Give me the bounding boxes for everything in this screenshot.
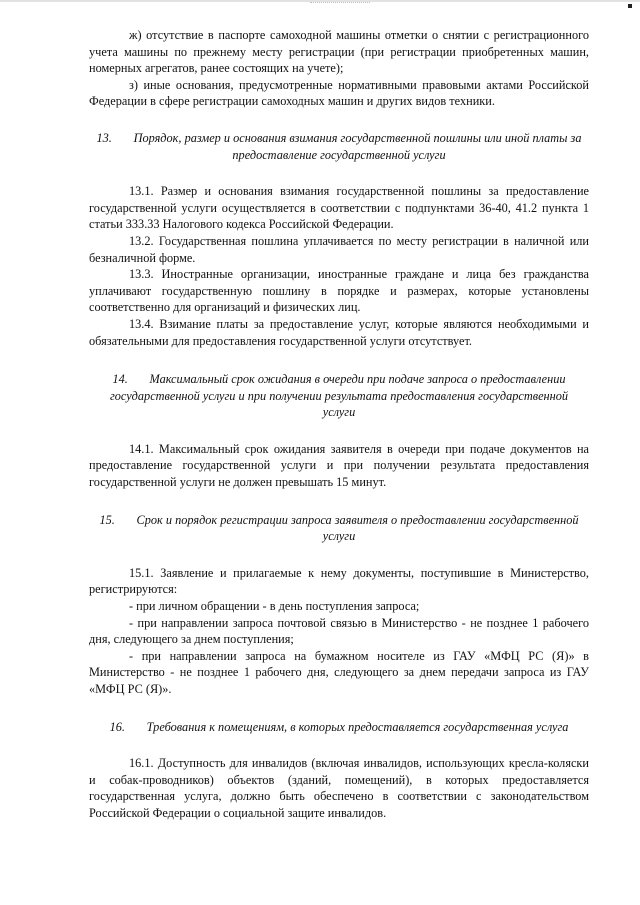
paragraph-16-1: 16.1. Доступность для инвалидов (включая инвалидов, использующих кресла-коляски и собак-проводников) объектов (зданий, помещений), в которых предоставляется государственная услуга, должно быть обеспечено в соответствии с законодательством Российской Федерации о социальной защите инвалидов. <box>89 756 589 820</box>
section-16-title: Требования к помещениям, в которых предоставляется государственная услуга <box>146 719 569 734</box>
section-13-heading <box>89 130 589 163</box>
section-16-heading <box>89 719 589 736</box>
section-15-body <box>89 565 589 698</box>
section-15-heading <box>89 512 589 545</box>
document-body <box>89 27 589 822</box>
section-15-number: 15. <box>99 512 115 527</box>
section-16-body <box>89 755 589 821</box>
scan-corner-mark <box>628 4 632 8</box>
section-13-title: Порядок, размер и основания взимания государственной пошлины или иной платы за предоставление государственной услуги <box>133 130 582 162</box>
section-14-number: 14. <box>112 372 128 387</box>
scan-artifact <box>310 2 370 3</box>
list-item-15-c: - при направлении запроса на бумажном носителе из ГАУ «МФЦ РС (Я)» в Министерство - не позднее 1 рабочего дня, следующего за днем передачи запроса из ГАУ «МФЦ РС (Я)». <box>89 648 589 696</box>
list-item-15-a: - при личном обращении - в день поступления запроса; <box>129 599 420 614</box>
section-16-number: 16. <box>109 719 125 734</box>
paragraph-zh: ж) отсутствие в паспорте самоходной машины отметки о снятии с регистрационного учета машины по прежнему месту регистрации (при регистрации приобретенных машин, номерных агрегатов, ранее состоящих на учете); <box>89 28 589 76</box>
section-14-body <box>89 441 589 491</box>
paragraph-14-1: 14.1. Максимальный срок ожидания заявителя в очереди при подаче документов на предоставление государственной услуги и при получении результата предоставления государственной услуги не должен превышать 15 минут. <box>89 441 589 490</box>
paragraph-13-3: 13.3. Иностранные организации, иностранные граждане и лица без гражданства уплачивают государственную пошлину в порядке и размерах, которые установлены соответственно для организаций и физических лиц. <box>89 267 589 315</box>
paragraph-13-2: 13.2. Государственная пошлина уплачивается по месту регистрации в наличной или безналичной форме. <box>89 233 589 265</box>
section-14-heading <box>89 371 589 421</box>
section-13-body <box>89 183 589 349</box>
paragraph-13-1: 13.1. Размер и основания взимания государственной пошлины за предоставление государственной услуги осуществляется в соответствии с подпунктами 36-40, 41.2 пункта 1 статьи 333.33 Налогового кодекса Российской Федерации. <box>89 184 589 232</box>
paragraph-z: з) иные основания, предусмотренные нормативными правовыми актами Российской Федерации в сфере регистрации самоходных машин и других видов техники. <box>89 77 589 109</box>
list-item-15-b: - при направлении запроса почтовой связью в Министерство - не позднее 1 рабочего дня, следующего за днем поступления; <box>89 615 589 647</box>
paragraph-13-4: 13.4. Взимание платы за предоставление услуг, которые являются необходимыми и обязательными для предоставления государственной услуги отсутствует. <box>89 316 589 348</box>
section-15-title: Срок и порядок регистрации запроса заявителя о предоставлении государственной услуги <box>136 512 579 544</box>
section-14-title: Максимальный срок ожидания в очереди при подаче запроса о предоставлении государственной услуги и при получении результата предоставления государственной услуги <box>109 372 569 420</box>
section-13-number: 13. <box>96 130 112 145</box>
paragraph-15-1: 15.1. Заявление и прилагаемые к нему документы, поступившие в Министерство, регистрируются: <box>89 565 589 597</box>
